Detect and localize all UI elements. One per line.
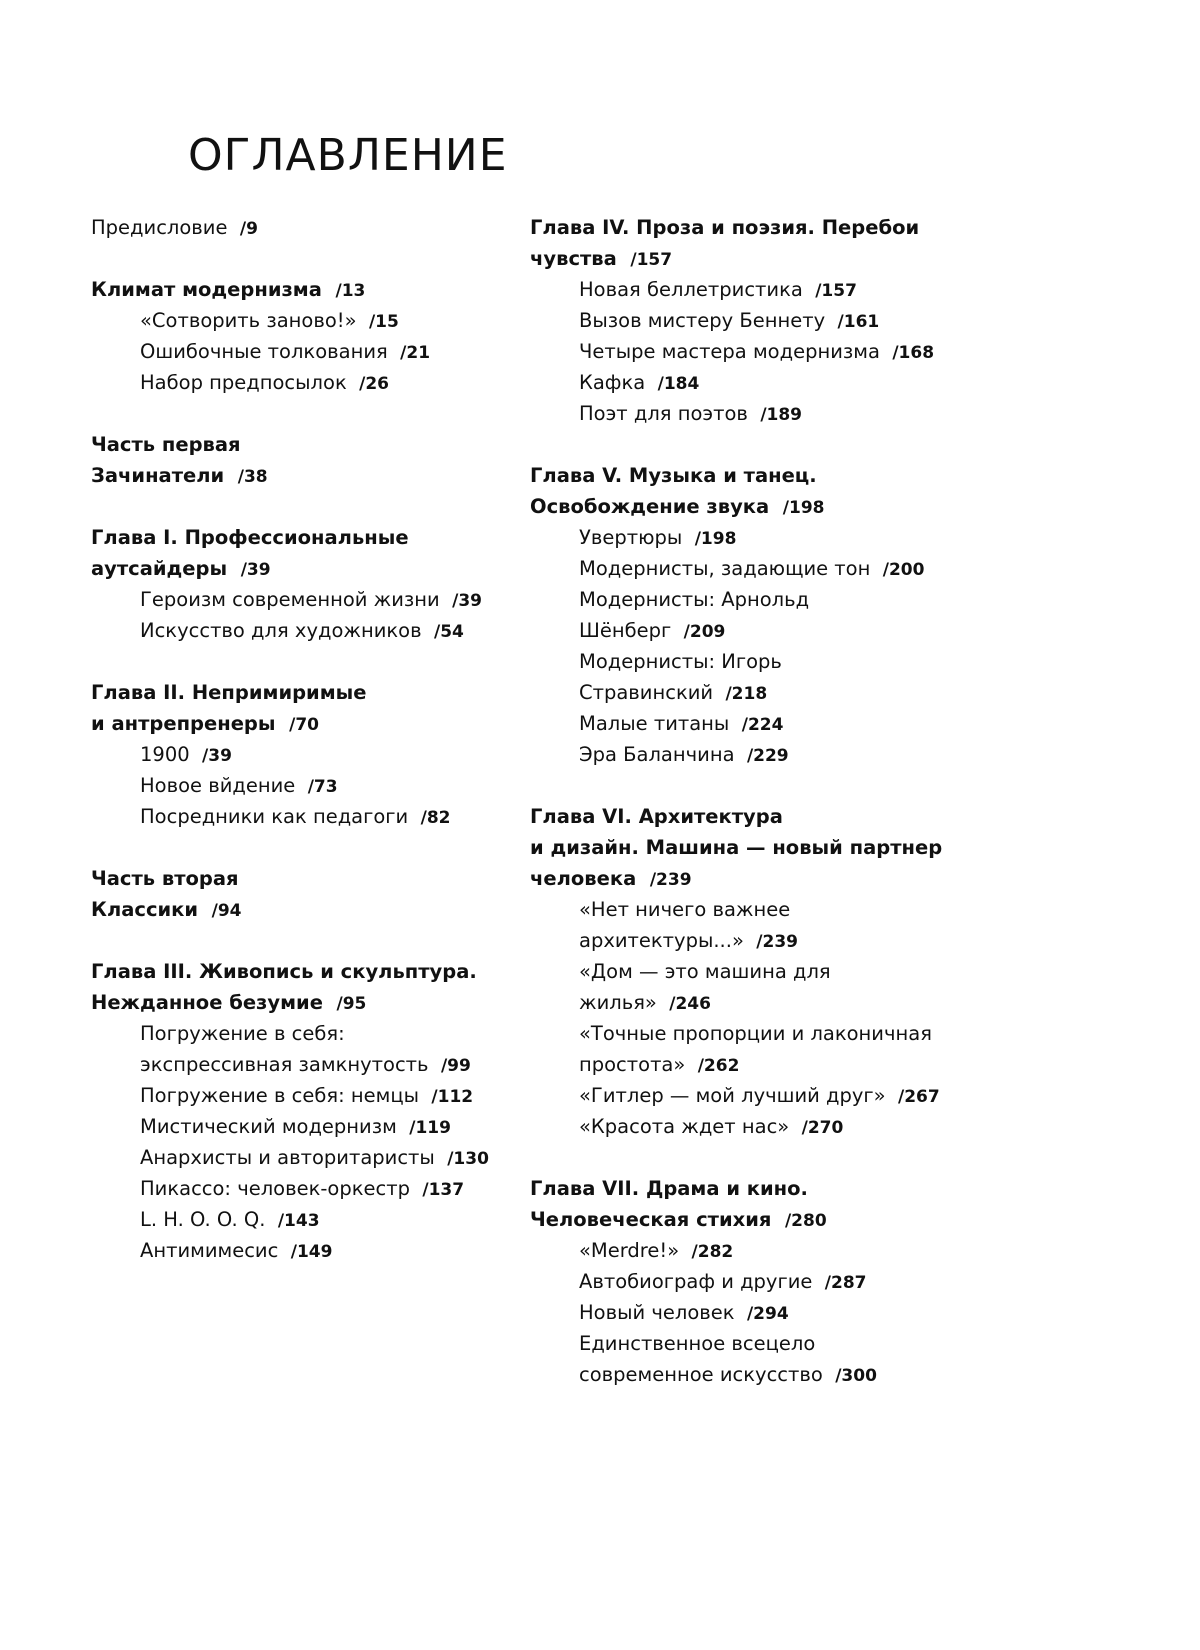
toc-entry	[530, 243, 1000, 274]
toc-entry-title: Новая беллетристика	[579, 278, 803, 301]
toc-entry-title: «Дом — это машина для	[579, 960, 831, 983]
toc-entry-title: и дизайн. Машина — новый партнер	[530, 836, 943, 859]
toc-entry-title: Глава IV. Проза и поэзия. Перебои	[530, 216, 920, 239]
toc-page-number: /262	[697, 1056, 740, 1076]
toc-page-number: /73	[307, 777, 338, 797]
toc-entry	[91, 553, 551, 584]
toc-page-number: /137	[422, 1180, 465, 1200]
toc-entry-title: Предисловие	[91, 216, 228, 239]
toc-spacer	[91, 925, 551, 956]
toc-entry-title: Глава VI. Архитектура	[530, 805, 783, 828]
toc-entry	[91, 987, 551, 1018]
toc-subentry	[91, 739, 551, 770]
toc-page-number: /267	[898, 1087, 940, 1107]
toc-spacer	[530, 429, 1000, 460]
toc-page-number: /112	[431, 1087, 474, 1107]
toc-page-number: /282	[691, 1242, 734, 1262]
toc-page-number: /198	[782, 498, 825, 518]
toc-entry-title: Глава I. Профессиональные	[91, 526, 409, 549]
toc-entry-title: Модернисты: Арнольд	[579, 588, 810, 611]
toc-subentry	[91, 1204, 551, 1235]
toc-entry-title: чувства	[530, 247, 617, 270]
toc-page-number: /39	[202, 746, 232, 766]
toc-entry-title: «Нет ничего важнее	[579, 898, 791, 921]
toc-entry	[91, 522, 551, 553]
toc-entry-title: L. H. O. O. Q.	[140, 1208, 266, 1231]
toc-page-number: /184	[657, 374, 700, 394]
toc-page-number: /280	[784, 1211, 827, 1231]
toc-entry-title: Глава VII. Драма и кино.	[530, 1177, 808, 1200]
page-title: ОГЛАВЛЕНИЕ	[188, 130, 508, 181]
toc-right-column	[530, 212, 1000, 1390]
toc-entry-title: Шёнберг	[579, 619, 672, 642]
toc-subentry	[530, 987, 1000, 1018]
toc-subentry	[91, 801, 551, 832]
toc-entry-title: Модернисты: Игорь	[579, 650, 782, 673]
toc-subentry	[530, 1111, 1000, 1142]
toc-page-number: /39	[452, 591, 482, 611]
toc-entry	[91, 429, 551, 460]
toc-entry-title: Эра Баланчина	[579, 743, 735, 766]
toc-entry-title: 1900	[140, 743, 190, 766]
toc-entry-title: Героизм современной жизни	[140, 588, 440, 611]
toc-subentry	[91, 305, 551, 336]
toc-entry	[91, 677, 551, 708]
toc-subentry	[530, 894, 1000, 925]
toc-entry-title: Погружение в себя: немцы	[140, 1084, 419, 1107]
toc-subentry	[530, 708, 1000, 739]
toc-spacer	[91, 646, 551, 677]
toc-entry-title: «Merdre!»	[579, 1239, 680, 1262]
toc-subentry	[91, 1049, 551, 1080]
toc-entry	[530, 1204, 1000, 1235]
toc-spacer	[530, 1142, 1000, 1173]
toc-spacer	[91, 243, 551, 274]
toc-subentry	[530, 646, 1000, 677]
toc-spacer	[91, 832, 551, 863]
toc-subentry	[91, 1018, 551, 1049]
toc-subentry	[530, 615, 1000, 646]
toc-entry-title: Освобождение звука	[530, 495, 770, 518]
toc-page-number: /239	[756, 932, 798, 952]
toc-entry-title: Человеческая стихия	[530, 1208, 772, 1231]
toc-page-number: /70	[289, 715, 319, 735]
toc-subentry	[530, 584, 1000, 615]
toc-entry	[91, 708, 551, 739]
toc-entry	[91, 956, 551, 987]
toc-page-number: /15	[368, 312, 399, 332]
toc-subentry	[530, 1049, 1000, 1080]
toc-entry-title: Модернисты, задающие тон	[579, 557, 871, 580]
toc-entry-title: Набор предпосылок	[140, 371, 347, 394]
toc-entry-title: Искусство для художников	[140, 619, 422, 642]
toc-entry-title: Глава II. Непримиримые	[91, 681, 367, 704]
toc-page-number: /224	[741, 715, 784, 735]
toc-page-number: /209	[683, 622, 726, 642]
toc-subentry	[530, 522, 1000, 553]
toc-page-number: /143	[277, 1211, 320, 1231]
toc-subentry	[530, 925, 1000, 956]
toc-page-number: /198	[694, 529, 737, 549]
toc-entry-title: Автобиограф и другие	[579, 1270, 813, 1293]
toc-entry	[530, 863, 1000, 894]
toc-subentry	[91, 367, 551, 398]
toc-page-number: /95	[336, 994, 367, 1014]
toc-subentry	[530, 739, 1000, 770]
toc-entry	[91, 274, 551, 305]
toc-entry	[530, 1173, 1000, 1204]
toc-subentry	[530, 1297, 1000, 1328]
toc-subentry	[530, 398, 1000, 429]
toc-page-number: /9	[239, 219, 258, 239]
toc-entry-title: «Сотворить заново!»	[140, 309, 357, 332]
toc-entry	[530, 801, 1000, 832]
toc-entry-title: Глава V. Музыка и танец.	[530, 464, 817, 487]
toc-entry	[530, 460, 1000, 491]
toc-entry	[91, 894, 551, 925]
toc-entry-title: человека	[530, 867, 637, 890]
toc-entry-title: современное искусство	[579, 1363, 823, 1386]
toc-page-number: /82	[420, 808, 451, 828]
toc-page-number: /157	[630, 250, 673, 270]
toc-page-number: /229	[746, 746, 789, 766]
toc-entry-title: Поэт для поэтов	[579, 402, 748, 425]
toc-page-number: /38	[237, 467, 268, 487]
toc-page-number: /21	[400, 343, 431, 363]
toc-page-number: /200	[882, 560, 925, 580]
toc-page-number: /287	[824, 1273, 867, 1293]
toc-entry-title: жилья»	[579, 991, 657, 1014]
toc-page-number: /239	[649, 870, 692, 890]
toc-entry-title: Новое вйдение	[140, 774, 296, 797]
toc-subentry	[530, 367, 1000, 398]
toc-entry-title: и антрепренеры	[91, 712, 276, 735]
toc-subentry	[91, 1173, 551, 1204]
toc-entry	[530, 212, 1000, 243]
toc-subentry	[91, 615, 551, 646]
toc-entry-title: Кафка	[579, 371, 646, 394]
toc-subentry	[91, 770, 551, 801]
toc-subentry	[530, 1359, 1000, 1390]
toc-entry-title: Стравинский	[579, 681, 714, 704]
toc-subentry	[530, 1328, 1000, 1359]
toc-subentry	[530, 336, 1000, 367]
toc-page-number: /246	[669, 994, 711, 1014]
toc-entry-title: Увертюры	[579, 526, 683, 549]
toc-subentry	[530, 274, 1000, 305]
toc-page-number: /119	[409, 1118, 451, 1138]
toc-spacer	[91, 491, 551, 522]
toc-page-number: /149	[290, 1242, 333, 1262]
toc-page-number: /218	[725, 684, 768, 704]
toc-entry-title: Классики	[91, 898, 199, 921]
toc-subentry	[530, 956, 1000, 987]
toc-entry-title: Четыре мастера модернизма	[579, 340, 880, 363]
toc-subentry	[530, 553, 1000, 584]
toc-entry-title: Нежданное безумие	[91, 991, 323, 1014]
toc-page-number: /54	[434, 622, 464, 642]
toc-subentry	[91, 1235, 551, 1266]
toc-entry-title: «Гитлер — мой лучший друг»	[579, 1084, 886, 1107]
toc-entry-title: «Красота ждет нас»	[579, 1115, 790, 1138]
toc-entry	[530, 491, 1000, 522]
toc-subentry	[91, 1080, 551, 1111]
toc-subentry	[530, 305, 1000, 336]
toc-entry-title: Ошибочные толкования	[140, 340, 388, 363]
toc-spacer	[530, 770, 1000, 801]
toc-spacer	[91, 398, 551, 429]
toc-entry-title: простота»	[579, 1053, 686, 1076]
toc-page-number: /161	[837, 312, 880, 332]
toc-subentry	[91, 1142, 551, 1173]
toc-page-number: /39	[240, 560, 271, 580]
toc-subentry	[91, 336, 551, 367]
toc-entry-title: Глава III. Живопись и скульптура.	[91, 960, 477, 983]
toc-entry	[91, 212, 551, 243]
toc-page-number: /168	[892, 343, 935, 363]
toc-entry	[91, 460, 551, 491]
toc-page-number: /294	[746, 1304, 789, 1324]
toc-entry-title: Новый человек	[579, 1301, 735, 1324]
toc-entry-title: Малые титаны	[579, 712, 730, 735]
toc-entry-title: Посредники как педагоги	[140, 805, 409, 828]
toc-entry-title: Мистический модернизм	[140, 1115, 397, 1138]
toc-entry-title: Пикассо: человек-оркестр	[140, 1177, 410, 1200]
toc-entry-title: Единственное всецело	[579, 1332, 816, 1355]
toc-page-number: /189	[760, 405, 803, 425]
toc-page-number: /94	[211, 901, 242, 921]
toc-page-number: /130	[447, 1149, 489, 1169]
toc-entry-title: экспрессивная замкнутость	[140, 1053, 429, 1076]
toc-subentry	[530, 1080, 1000, 1111]
toc-page-number: /26	[359, 374, 390, 394]
toc-subentry	[530, 677, 1000, 708]
toc-left-column	[91, 212, 551, 1266]
toc-page-number: /99	[440, 1056, 471, 1076]
toc-entry-title: Вызов мистеру Беннету	[579, 309, 826, 332]
toc-subentry	[91, 1111, 551, 1142]
toc-page-number: /300	[835, 1366, 877, 1386]
toc-subentry	[530, 1235, 1000, 1266]
toc-entry-title: Часть первая	[91, 433, 241, 456]
toc-page-number: /270	[801, 1118, 844, 1138]
toc-entry-title: Зачинатели	[91, 464, 225, 487]
toc-subentry	[91, 584, 551, 615]
toc-entry-title: Погружение в себя:	[140, 1022, 345, 1045]
toc-entry-title: «Точные пропорции и лаконичная	[579, 1022, 932, 1045]
toc-entry-title: аутсайдеры	[91, 557, 228, 580]
toc-subentry	[530, 1018, 1000, 1049]
toc-entry	[530, 832, 1000, 863]
toc-entry-title: Часть вторая	[91, 867, 239, 890]
toc-subentry	[530, 1266, 1000, 1297]
toc-page-number: /157	[815, 281, 857, 301]
toc-entry-title: Антимимесис	[140, 1239, 279, 1262]
toc-entry-title: Анархисты и авторитаристы	[140, 1146, 435, 1169]
toc-page-number: /13	[335, 281, 366, 301]
toc-entry-title: Климат модернизма	[91, 278, 322, 301]
toc-entry-title: архитектуры...»	[579, 929, 744, 952]
toc-entry	[91, 863, 551, 894]
